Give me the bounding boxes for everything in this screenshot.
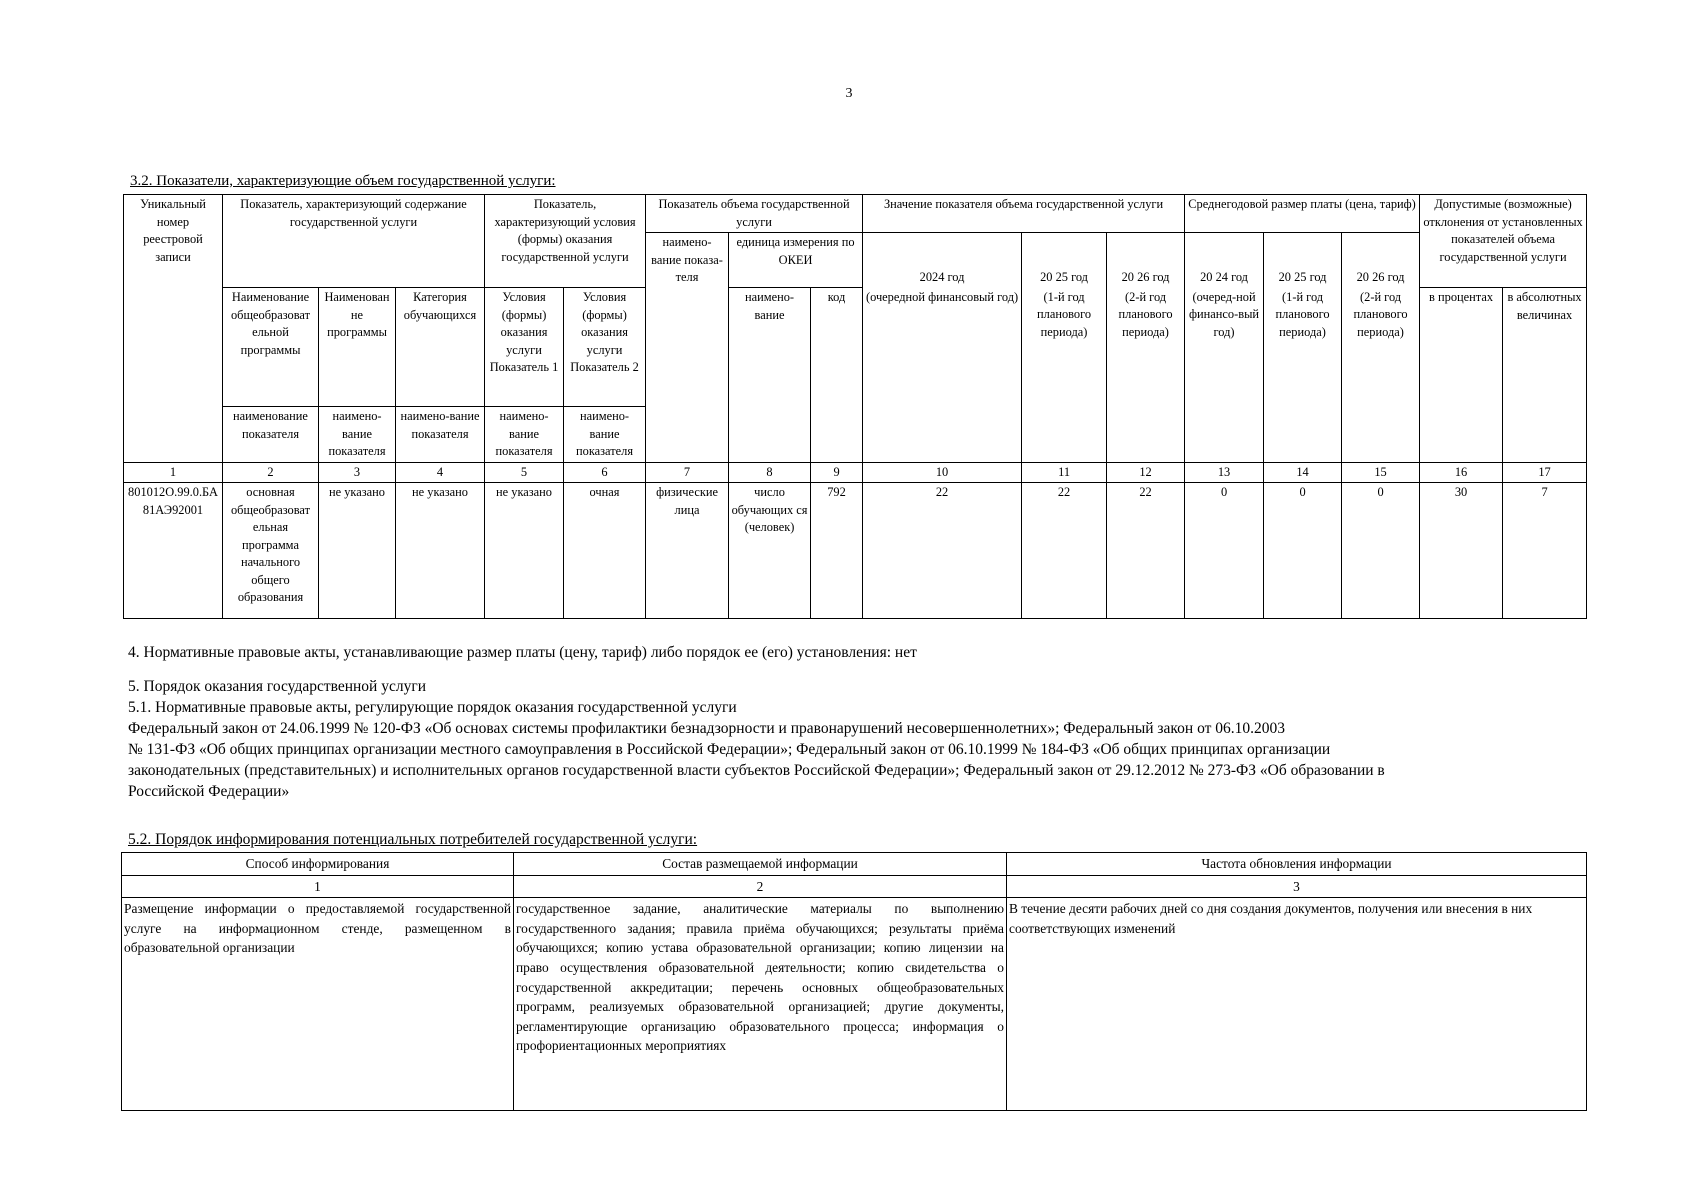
column-number: 5 [485, 462, 564, 483]
laws-line-3: законодательных (представительных) и исполнительных органов государственной власти субъектов Российской Федерации»; Федеральный закон от 29.12.2012 № 273-ФЗ «Об образовании в [128, 762, 1385, 779]
header-reg-number: Уникальный номер реестровой записи [124, 195, 223, 463]
header-condition-2: Условия (формы) оказания услуги Показатель 2 [564, 288, 646, 407]
column-number: 9 [811, 462, 863, 483]
header-category: Категория обучающихся [396, 288, 485, 407]
column-number: 12 [1107, 462, 1185, 483]
header-deviations: Допустимые (возможные) отклонения от установленных показателей объема государственной услуги [1420, 195, 1587, 288]
header-frequency: Частота обновления информации [1007, 853, 1587, 876]
header-method: Способ информирования [122, 853, 514, 876]
column-number: 2 [223, 462, 319, 483]
header-fee-2024: 20 24 год [1185, 233, 1264, 288]
column-number: 7 [646, 462, 729, 483]
header-conditions-indicator: Показатель, характеризующий условия (формы) оказания государственной услуги [485, 195, 646, 288]
cell-frequency: В течение десяти рабочих дней со дня создания документов, получения или внесения в них соответствующих изменений [1007, 898, 1587, 1111]
cell-indicator: физические лица [646, 483, 729, 619]
laws-line-2: № 131-ФЗ «Об общих принципах организации местного самоуправления в Российской Федерации»; Федеральный закон от 06.10.1999 № 184-ФЗ «Об общих принципах организации [128, 741, 1331, 758]
cell-deviation-percent: 30 [1420, 483, 1503, 619]
cell-fee-2024: 0 [1185, 483, 1264, 619]
header-volume-name: наимено-вание показа-теля [646, 233, 729, 463]
header-unit-code: код [811, 288, 863, 463]
column-number: 4 [396, 462, 485, 483]
header-indicator-name-1: наименование показателя [223, 407, 319, 463]
column-number-row [122, 875, 1587, 898]
column-number: 16 [1420, 462, 1503, 483]
cell-method: Размещение информации о предоставляемой государственной услуге на информационном стенде, размещенном в образовательной организации [122, 898, 514, 1111]
column-number: 3 [319, 462, 396, 483]
section-5-title: 5. Порядок оказания государственной услуги [128, 678, 426, 695]
column-number: 11 [1022, 462, 1107, 483]
cell-fee-2025: 0 [1264, 483, 1342, 619]
volume-indicators-table [123, 194, 1587, 619]
cell-program-2: не указано [319, 483, 396, 619]
cell-unit-code: 792 [811, 483, 863, 619]
laws-line-4: Российской Федерации» [128, 783, 290, 800]
header-value-2024: 2024 год [863, 233, 1022, 288]
section-5-2-title: 5.2. Порядок информирования потенциальных потребителей государственной услуги: [128, 831, 698, 848]
header-fee-2026: 20 26 год [1342, 233, 1420, 288]
column-number-row [124, 462, 1587, 483]
header-indicator-name-3: наимено-вание показателя [396, 407, 485, 463]
cell-reg-number: 801012О.99.0.БА81АЭ92001 [124, 483, 223, 619]
header-deviation-percent: в процентах [1420, 288, 1503, 463]
section-5-1-title: 5.1. Нормативные правовые акты, регулирующие порядок оказания государственной услуги [128, 699, 737, 716]
header-value-2026-sub: (2-й год планового периода) [1107, 288, 1185, 463]
header-indicator-name-4: наимено-вание показателя [485, 407, 564, 463]
cell-value-2026: 22 [1107, 483, 1185, 619]
informing-table [121, 852, 1587, 1111]
header-value-2024-sub: (очередной финансовый год) [863, 288, 1022, 463]
cell-condition-1: не указано [485, 483, 564, 619]
header-value-2025-sub: (1-й год планового периода) [1022, 288, 1107, 463]
cell-unit-name: число обучающих ся (человек) [729, 483, 811, 619]
header-volume-indicator: Показатель объема государственной услуги [646, 195, 863, 233]
header-fee-2025-sub: (1-й год планового периода) [1264, 288, 1342, 463]
page-number: 3 [845, 86, 853, 101]
header-program-name-2: Наименован не программы [319, 288, 396, 407]
table-row [122, 898, 1587, 1111]
column-number: 1 [124, 462, 223, 483]
cell-content: государственное задание, аналитические материалы по выполнению государственного задания; правила приёма обучающихся; результаты приёма обучающихся; копию устава образовательной организации; копию лицензии на право осуществления образовательной деятельности; копию свидетельства о государственной аккредитации; перечень основных общеобразовательных программ, реализуемых образовательной организацией; другие документы, регламентирующие организацию образовательного процесса; информация о профориентационных мероприятиях [514, 898, 1007, 1111]
header-condition-1: Условия (формы) оказания услуги Показатель 1 [485, 288, 564, 407]
header-indicator-name-2: наимено-вание показателя [319, 407, 396, 463]
cell-condition-2: очная [564, 483, 646, 619]
column-number: 2 [514, 875, 1007, 898]
column-number: 1 [122, 875, 514, 898]
column-number: 14 [1264, 462, 1342, 483]
column-number: 13 [1185, 462, 1264, 483]
header-content-indicator: Показатель, характеризующий содержание государственной услуги [223, 195, 485, 288]
header-annual-fee: Среднегодовой размер платы (цена, тариф) [1185, 195, 1420, 233]
header-unit-name: наимено-вание [729, 288, 811, 463]
cell-value-2025: 22 [1022, 483, 1107, 619]
column-number: 10 [863, 462, 1022, 483]
header-deviation-absolute: в абсолютных величинах [1503, 288, 1587, 463]
header-program-name: Наименование общеобразоват ельной программы [223, 288, 319, 407]
header-fee-2025: 20 25 год [1264, 233, 1342, 288]
header-value-2025: 20 25 год [1022, 233, 1107, 288]
cell-program: основная общеобразоват ельная программа начального общего образования [223, 483, 319, 619]
cell-value-2024: 22 [863, 483, 1022, 619]
header-value-2026: 20 26 год [1107, 233, 1185, 288]
column-number: 15 [1342, 462, 1420, 483]
header-indicator-name-5: наимено-вание показателя [564, 407, 646, 463]
cell-deviation-absolute: 7 [1503, 483, 1587, 619]
header-fee-2024-sub: (очеред-ной финансо-вый год) [1185, 288, 1264, 463]
column-number: 3 [1007, 875, 1587, 898]
header-volume-value: Значение показателя объема государственной услуги [863, 195, 1185, 233]
header-content: Состав размещаемой информации [514, 853, 1007, 876]
column-number: 6 [564, 462, 646, 483]
header-okei-unit: единица измерения по ОКЕИ [729, 233, 863, 288]
section-4-text: 4. Нормативные правовые акты, устанавливающие размер платы (цену, тариф) либо порядок ее (его) установления: нет [128, 644, 917, 661]
section-3-2-title: 3.2. Показатели, характеризующие объем государственной услуги: [130, 173, 556, 189]
column-number: 8 [729, 462, 811, 483]
section-5 [128, 676, 1578, 802]
cell-category: не указано [396, 483, 485, 619]
header-fee-2026-sub: (2-й год планового периода) [1342, 288, 1420, 463]
cell-fee-2026: 0 [1342, 483, 1420, 619]
table-row [124, 483, 1587, 619]
laws-line-1: Федеральный закон от 24.06.1999 № 120-ФЗ «Об основах системы профилактики безнадзорности и правонарушений несовершеннолетних»; Федеральный закон от 06.10.2003 [128, 720, 1286, 737]
column-number: 17 [1503, 462, 1587, 483]
